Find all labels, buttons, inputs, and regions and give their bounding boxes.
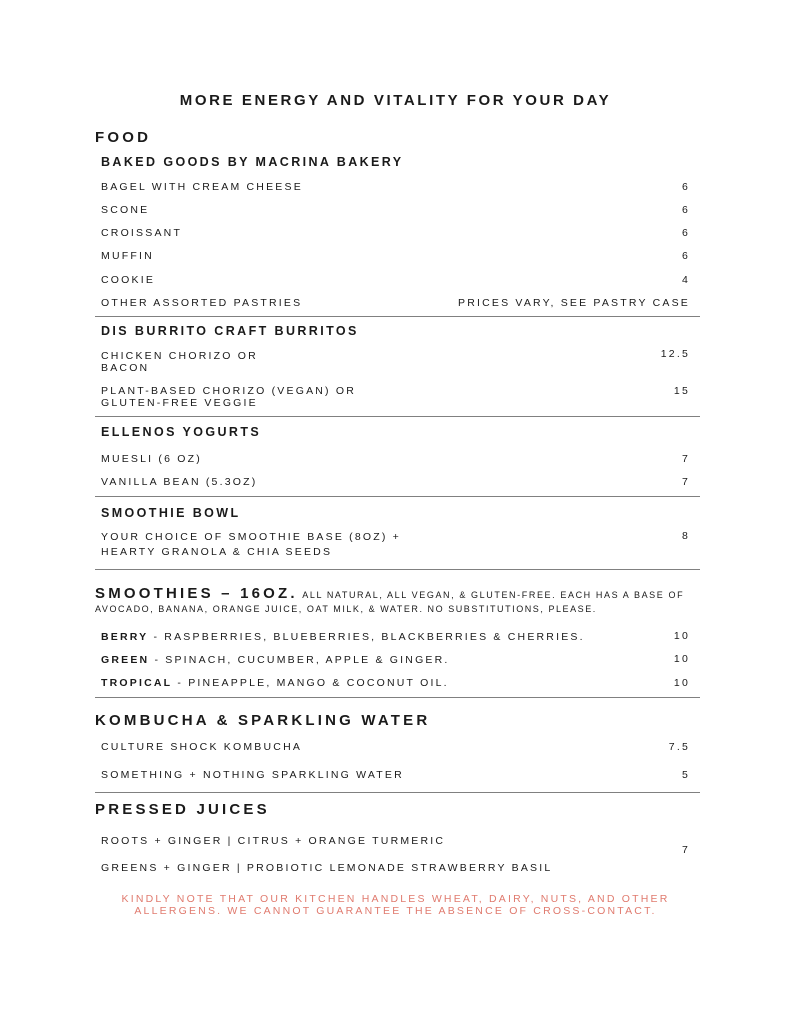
menu-item-name: CROISSANT xyxy=(101,227,183,239)
allergen-line: ALLERGENS. WE CANNOT GUARANTEE THE ABSENCE OF CROSS-CONTACT. xyxy=(134,905,657,917)
menu-item-name xyxy=(101,531,401,558)
menu-item-price: 10 xyxy=(673,630,690,642)
menu-item-name xyxy=(101,350,258,374)
menu-item-price: 7 xyxy=(681,844,690,856)
menu-item-name: COOKIE xyxy=(101,274,156,286)
menu-item-price: 6 xyxy=(681,181,690,193)
menu-item-name: OTHER ASSORTED PASTRIES xyxy=(101,297,303,309)
section-divider xyxy=(95,316,700,317)
menu-item-name xyxy=(101,654,450,666)
allergen-notice xyxy=(0,893,791,917)
kombucha-heading: KOMBUCHA & SPARKLING WATER xyxy=(95,712,431,729)
menu-item-line: HEARTY GRANOLA & CHIA SEEDS xyxy=(101,546,333,558)
section-divider xyxy=(95,792,700,793)
menu-item-price: 6 xyxy=(681,227,690,239)
menu-item-line: CHICKEN CHORIZO OR xyxy=(101,350,258,362)
smoothie-name: TROPICAL xyxy=(101,677,173,689)
menu-item-price: 5 xyxy=(681,769,690,781)
menu-item-price: 7.5 xyxy=(668,741,690,753)
menu-item-name: SOMETHING + NOTHING SPARKLING WATER xyxy=(101,769,404,781)
menu-item-name: SCONE xyxy=(101,204,150,216)
menu-item-price: 6 xyxy=(681,204,690,216)
smoothie-name: BERRY xyxy=(101,631,149,643)
menu-item-name xyxy=(101,631,585,643)
menu-item-price: 12.5 xyxy=(660,348,690,360)
menu-item-name: ROOTS + GINGER | CITRUS + ORANGE TURMERIC xyxy=(101,835,446,847)
menu-item-price: PRICES VARY, SEE PASTRY CASE xyxy=(457,297,690,309)
smoothies-header xyxy=(95,585,684,603)
smoothie-desc: - SPINACH, CUCUMBER, APPLE & GINGER. xyxy=(149,654,450,666)
menu-item-line: BACON xyxy=(101,362,150,374)
menu-item-price: 10 xyxy=(673,653,690,665)
tagline: MORE ENERGY AND VITALITY FOR YOUR DAY xyxy=(179,92,612,109)
smoothie-desc: - PINEAPPLE, MANGO & COCONUT OIL. xyxy=(172,677,449,689)
menu-item-name: GREENS + GINGER | PROBIOTIC LEMONADE STRAWBERRY BASIL xyxy=(101,862,553,874)
menu-item-line: GLUTEN-FREE VEGGIE xyxy=(101,397,258,409)
menu-item-name xyxy=(101,677,449,689)
smoothies-note-line: AVOCADO, BANANA, ORANGE JUICE, OAT MILK, & WATER. NO SUBSTITUTIONS, PLEASE. xyxy=(95,604,597,614)
menu-item-price: 15 xyxy=(673,385,690,397)
section-divider xyxy=(95,697,700,698)
menu-item-price: 10 xyxy=(673,677,690,689)
section-divider xyxy=(95,416,700,417)
section-divider xyxy=(95,569,700,570)
smoothie-name: GREEN xyxy=(101,654,150,666)
menu-item-price: 7 xyxy=(681,476,690,488)
menu-item-name: BAGEL WITH CREAM CHEESE xyxy=(101,181,303,193)
yogurts-heading: ELLENOS YOGURTS xyxy=(101,425,262,439)
menu-item-price: 6 xyxy=(681,250,690,262)
menu-item-name: MUFFIN xyxy=(101,250,154,262)
smoothies-note: ALL NATURAL, ALL VEGAN, & GLUTEN-FREE. EACH HAS A BASE OF xyxy=(302,590,685,600)
menu-item-line: PLANT-BASED CHORIZO (VEGAN) OR xyxy=(101,385,357,397)
section-divider xyxy=(95,496,700,497)
menu-item-name: CULTURE SHOCK KOMBUCHA xyxy=(101,741,303,753)
burritos-heading: DIS BURRITO CRAFT BURRITOS xyxy=(101,324,359,338)
menu-item-price: 8 xyxy=(681,530,690,542)
menu-item-price: 7 xyxy=(681,453,690,465)
allergen-line: KINDLY NOTE THAT OUR KITCHEN HANDLES WHEAT, DAIRY, NUTS, AND OTHER xyxy=(121,893,670,905)
smoothie-bowl-heading: SMOOTHIE BOWL xyxy=(101,506,241,520)
menu-item-name: MUESLI (6 OZ) xyxy=(101,453,202,465)
menu-item-line: YOUR CHOICE OF SMOOTHIE BASE (8OZ) + xyxy=(101,531,402,543)
menu-item-name xyxy=(101,385,356,409)
juices-heading: PRESSED JUICES xyxy=(95,801,270,818)
food-heading: FOOD xyxy=(95,129,152,146)
menu-item-price: 4 xyxy=(681,274,690,286)
smoothie-desc: - RASPBERRIES, BLUEBERRIES, BLACKBERRIES & CHERRIES. xyxy=(148,631,585,643)
menu-item-name: VANILLA BEAN (5.3OZ) xyxy=(101,476,258,488)
smoothies-heading: SMOOTHIES – 16OZ. xyxy=(95,585,298,602)
baked-goods-heading: BAKED GOODS BY MACRINA BAKERY xyxy=(101,155,404,169)
